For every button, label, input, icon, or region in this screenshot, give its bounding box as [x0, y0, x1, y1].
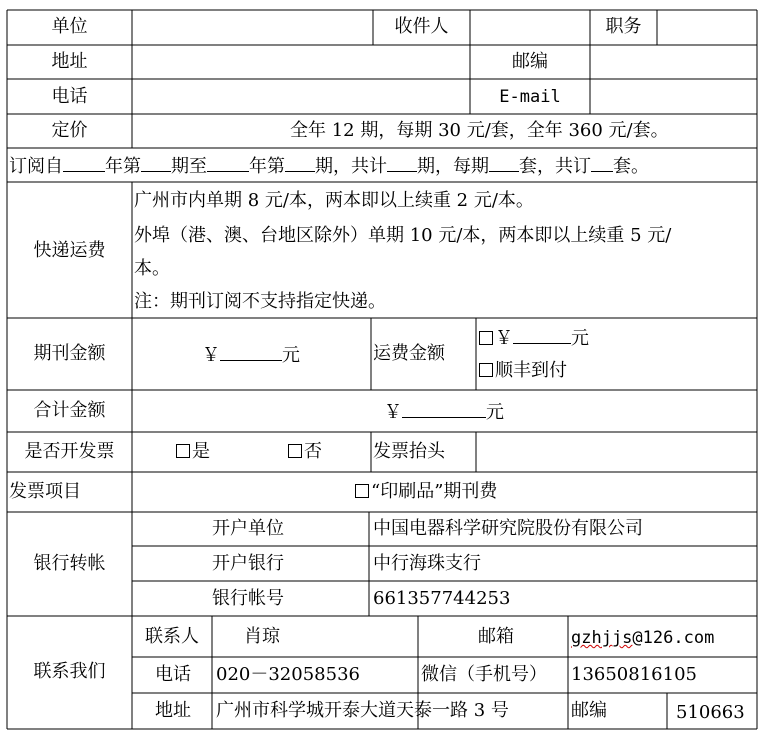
wechat-label: 微信（手机号） [421, 664, 547, 685]
contact-email-value[interactable] [571, 627, 714, 649]
account-number-label: 银行帐号 [212, 588, 284, 609]
sf-cod-label: 顺丰到付 [495, 360, 567, 381]
invoice-yes-checkbox[interactable] [176, 444, 190, 458]
invoice-item-label: 发票项目 [9, 481, 81, 502]
yen-sign: ￥ [384, 402, 402, 423]
invoice-yes-label: 是 [192, 441, 210, 462]
shipping-line-2: 外埠（港、澳、台地区除外）单期 10 元/本，两本即以上续重 5 元/ [134, 225, 672, 246]
email-label: E-mail [499, 87, 561, 107]
contact-postcode-label: 邮编 [571, 700, 607, 721]
yen-sign: ￥ [202, 345, 220, 366]
shipping-label: 快递运费 [33, 240, 106, 261]
invoice-title-field[interactable] [477, 433, 756, 471]
invoice-question-label: 是否开发票 [24, 441, 115, 462]
phone-field[interactable] [133, 80, 469, 113]
shipping-line-3: 本。 [134, 258, 170, 279]
per-issue-text: 期，每期 [417, 156, 489, 177]
year-issue-text-2: 年第 [249, 156, 285, 177]
mailbox-label: 邮箱 [478, 626, 514, 647]
shipping-amount-blank[interactable] [513, 326, 571, 344]
address-field[interactable] [133, 46, 469, 78]
yen-sign: ￥ [495, 328, 513, 349]
subscribe-from-text: 订阅自 [9, 156, 63, 177]
total-sets-blank[interactable] [591, 154, 613, 172]
start-year-blank[interactable] [63, 154, 105, 172]
contact-person-value: 肖琼 [244, 626, 280, 647]
phone-label: 电话 [51, 86, 88, 107]
invoice-no-checkbox[interactable] [288, 444, 302, 458]
bank-name-label: 开户银行 [212, 553, 284, 574]
account-unit-value: 中国电器科学研究院股份有限公司 [373, 518, 643, 539]
contact-person-label: 联系人 [145, 626, 199, 647]
journal-amount-label: 期刊金额 [33, 343, 106, 364]
end-issue-blank[interactable] [285, 154, 315, 172]
price-label: 定价 [51, 120, 88, 141]
issue-to-text: 期至 [171, 156, 207, 177]
year-issue-text: 年第 [105, 156, 141, 177]
shipping-note: 注：期刊订阅不支持指定快递。 [134, 291, 386, 312]
sf-cod-checkbox[interactable] [479, 363, 493, 377]
postcode-field[interactable] [591, 46, 756, 78]
contact-tel-value: 020－32058536 [216, 664, 360, 685]
bank-name-value: 中行海珠支行 [373, 553, 481, 574]
contact-address-label: 地址 [155, 700, 191, 721]
invoice-no-label: 否 [304, 441, 322, 462]
recipient-field[interactable] [471, 11, 589, 44]
total-issues-text: 期，共计 [315, 156, 387, 177]
journal-amount-blank[interactable] [220, 343, 282, 361]
total-issues-blank[interactable] [387, 154, 417, 172]
account-number-value: 661357744253 [373, 588, 511, 609]
position-field[interactable] [658, 11, 756, 44]
yuan-unit: 元 [282, 345, 300, 366]
shipping-amount-label: 运费金额 [373, 343, 445, 364]
end-year-blank[interactable] [207, 154, 249, 172]
start-issue-blank[interactable] [141, 154, 171, 172]
shipping-line-1: 广州市内单期 8 元/本，两本即以上续重 2 元/本。 [134, 190, 534, 211]
total-sets-text: 套，共订 [519, 156, 591, 177]
postcode-label: 邮编 [512, 51, 548, 72]
yuan-unit: 元 [571, 328, 589, 349]
subscription-period-line [9, 154, 649, 178]
address-label: 地址 [51, 51, 88, 72]
journal-amount-field [202, 343, 300, 367]
unit-label: 单位 [51, 16, 88, 37]
email-user-part: gzhjjs [571, 628, 633, 648]
invoice-yes-option [176, 441, 210, 463]
total-amount-blank[interactable] [402, 400, 486, 418]
shipping-amount-checkbox[interactable] [479, 331, 493, 345]
bank-transfer-label: 银行转帐 [33, 553, 106, 574]
invoice-no-option [288, 441, 322, 463]
recipient-label: 收件人 [394, 16, 449, 37]
invoice-item-text: “印刷品”期刊费 [371, 481, 498, 502]
invoice-item-checkbox[interactable] [355, 484, 369, 498]
contact-address-value: 广州市科学城开泰大道天泰一路 3 号 [216, 700, 509, 721]
contact-postcode-value: 510663 [676, 702, 745, 723]
account-unit-label: 开户单位 [212, 518, 284, 539]
sets-per-issue-blank[interactable] [489, 154, 519, 172]
sf-cod-option [479, 360, 567, 382]
total-amount-label: 合计金额 [33, 400, 106, 421]
price-text: 全年 12 期，每期 30 元/套，全年 360 元/套。 [290, 120, 669, 141]
contact-tel-label: 电话 [155, 664, 191, 685]
contact-us-label: 联系我们 [33, 661, 106, 682]
sets-end-text: 套。 [613, 156, 649, 177]
total-amount-field [384, 400, 504, 424]
wechat-value: 13650816105 [571, 664, 697, 685]
unit-field[interactable] [133, 11, 372, 44]
yuan-unit: 元 [486, 402, 504, 423]
invoice-item-option [355, 481, 497, 503]
invoice-title-label: 发票抬头 [373, 441, 445, 462]
email-domain-part: @126.com [632, 628, 715, 648]
shipping-amount-option [479, 326, 589, 350]
position-label: 职务 [605, 16, 642, 37]
email-field[interactable] [591, 80, 756, 113]
